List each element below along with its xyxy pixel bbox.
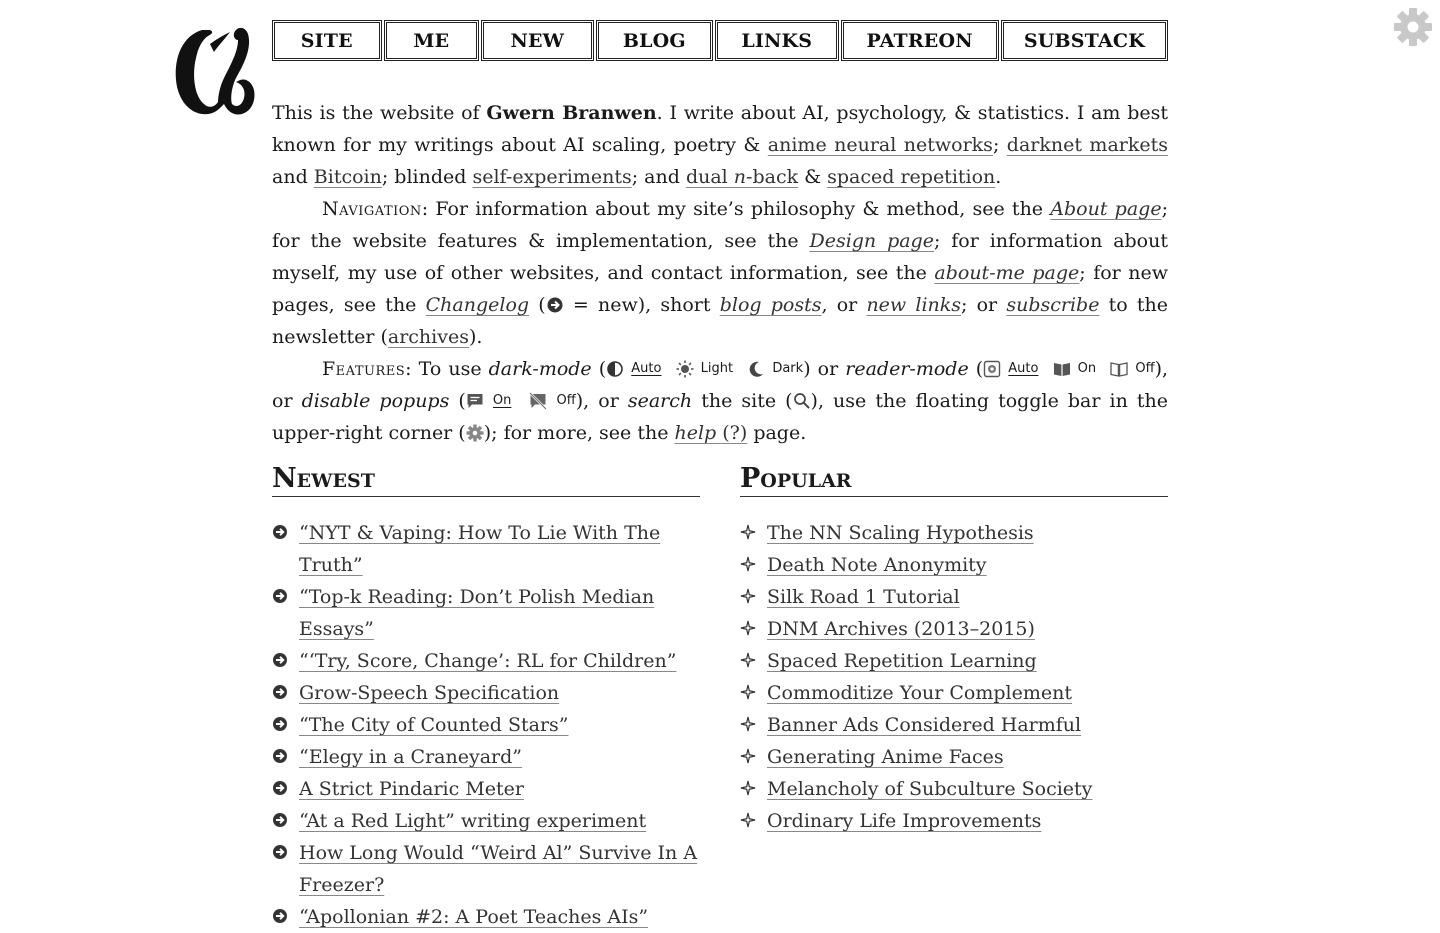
new-arrow-circle-icon [272, 780, 288, 796]
link-text: about-me page [934, 262, 1080, 284]
four-point-star-icon [740, 748, 756, 764]
list-item [740, 549, 1168, 581]
list-item-link[interactable]: Grow-Speech Specification [299, 682, 560, 704]
gear-icon[interactable] [1392, 6, 1434, 48]
four-point-star-icon [740, 620, 756, 636]
list-item [272, 773, 700, 805]
list-item-link[interactable]: Death Note Anonymity [767, 554, 987, 576]
new-arrow-circle-icon [272, 908, 288, 924]
link-anime-neural-networks[interactable]: anime neural networks [767, 134, 993, 156]
list-item [740, 709, 1168, 741]
four-point-star-icon [740, 652, 756, 668]
search-icon [793, 392, 811, 410]
new-arrow-circle-icon [272, 748, 288, 764]
list-item-link[interactable]: Banner Ads Considered Harmful [767, 714, 1082, 736]
newest-list [272, 517, 700, 933]
list-item [740, 517, 1168, 549]
top-navigation [272, 20, 1168, 61]
link-changelog[interactable] [426, 294, 529, 316]
text: ; or [961, 294, 1007, 316]
list-item-link[interactable]: Spaced Repetition Learning [767, 650, 1037, 672]
dark-mode-dark-toggle[interactable]: Dark [772, 361, 804, 376]
four-point-star-icon [740, 716, 756, 732]
list-item-link[interactable]: “‘Try, Score, Change’: RL for Children” [299, 650, 677, 672]
reader-mode-term: reader-mode [845, 358, 969, 380]
new-arrow-circle-icon [272, 716, 288, 732]
new-arrow-circle-icon [272, 812, 288, 828]
four-point-star-icon [740, 684, 756, 700]
text: ( [968, 358, 984, 380]
link-text: Design page [809, 230, 934, 252]
list-item [740, 677, 1168, 709]
link-dual-n-back[interactable] [686, 166, 798, 188]
navigation-label: Navigation [322, 198, 422, 220]
list-item [272, 901, 700, 933]
list-item-link[interactable]: Silk Road 1 Tutorial [767, 586, 960, 608]
text: This is the website of [272, 102, 487, 124]
list-item-link[interactable]: How Long Would “Weird Al” Survive In A Freezer? [299, 842, 698, 896]
text: & [798, 166, 828, 188]
text: ), or [272, 358, 1169, 412]
text: ( [449, 390, 466, 412]
nav-links-button[interactable]: LINKS [715, 20, 838, 61]
list-item [272, 805, 700, 837]
link-text: blog posts [719, 294, 822, 316]
new-arrow-circle-icon [272, 684, 288, 700]
text: ( [529, 294, 546, 316]
link-darknet-markets[interactable]: darknet markets [1006, 134, 1168, 156]
dark-mode-term: dark-mode [488, 358, 592, 380]
link-about-page[interactable] [1050, 198, 1161, 220]
four-point-star-icon [740, 524, 756, 540]
link-about-me-page[interactable] [934, 262, 1079, 284]
link-new-links[interactable] [866, 294, 961, 316]
text: ; and [631, 166, 686, 188]
message-icon [466, 392, 484, 410]
list-item [272, 837, 700, 901]
text: : For information about my site’s philosophy & method, see the [421, 198, 1051, 220]
new-arrow-circle-icon [272, 524, 288, 540]
nav-patreon-button[interactable]: PATREON [841, 20, 999, 61]
link-text: (?) [722, 422, 748, 444]
popular-section [740, 462, 1168, 837]
newest-section [272, 462, 700, 933]
list-item [740, 741, 1168, 773]
text: . I write about AI, psychology, & statistics. I am best known for my writings about AI scaling, poetry & [272, 102, 1168, 156]
link-self-experiments[interactable]: self-experiments [472, 166, 632, 188]
list-item-link[interactable]: Generating Anime Faces [767, 746, 1004, 768]
reader-mode-off-toggle[interactable]: Off [1135, 361, 1155, 376]
four-point-star-icon [740, 588, 756, 604]
link-blog-posts[interactable] [720, 294, 822, 316]
list-item [740, 581, 1168, 613]
text: ). [468, 326, 483, 348]
list-item-link[interactable]: “Elegy in a Craneyard” [299, 746, 523, 768]
list-item [272, 581, 700, 645]
gear-square-icon [983, 360, 1001, 378]
text: . [995, 166, 1002, 188]
text: : To use [405, 358, 489, 380]
disable-popups-term: disable popups [301, 390, 450, 412]
list-item [272, 645, 700, 677]
popups-on-toggle[interactable]: On [492, 393, 512, 408]
new-arrow-circle-icon [272, 844, 288, 860]
text: ; for information about myself, my use of other websites, and contact information, see the [272, 230, 1168, 284]
link-text: Changelog [425, 294, 530, 316]
features-paragraph [272, 353, 1168, 449]
text: , or [821, 294, 867, 316]
text: page. [747, 422, 807, 444]
list-item [272, 517, 700, 581]
text: = new), short [563, 294, 720, 316]
nav-blog-button[interactable]: BLOG [596, 20, 713, 61]
list-item-link[interactable]: Melancholy of Subculture Society [767, 778, 1093, 800]
reader-mode-auto-toggle[interactable]: Auto [1008, 361, 1039, 376]
list-item [740, 613, 1168, 645]
link-subscribe[interactable] [1006, 294, 1099, 316]
new-arrow-circle-icon [272, 588, 288, 604]
list-item [272, 677, 700, 709]
link-text: new links [866, 294, 962, 316]
text: ), or [575, 390, 628, 412]
message-slash-icon [529, 392, 547, 410]
gwern-logo-icon[interactable] [172, 22, 258, 120]
intro-paragraph [272, 97, 1168, 193]
list-item-link[interactable]: “NYT & Vaping: How To Lie With The Truth” [299, 522, 661, 576]
link-text: -back [746, 166, 799, 188]
four-point-star-icon [740, 556, 756, 572]
reader-mode-on-toggle[interactable]: On [1077, 361, 1097, 376]
list-item-link[interactable]: DNM Archives (2013–2015) [767, 618, 1035, 640]
text: to the newsletter ( [272, 294, 1169, 348]
dark-mode-auto-toggle[interactable]: Auto [631, 361, 662, 376]
link-text: About page [1050, 198, 1162, 220]
link-text: help [674, 422, 717, 444]
nav-me-button[interactable]: ME [384, 20, 480, 61]
list-item [740, 773, 1168, 805]
text: ; [992, 134, 1007, 156]
newest-heading: Newest [272, 462, 700, 497]
link-design-page[interactable] [809, 230, 934, 252]
list-item-link[interactable]: “Top-k Reading: Don’t Polish Median Essays” [299, 586, 655, 640]
popups-off-toggle[interactable]: Off [556, 393, 576, 408]
search-term: search [627, 390, 693, 412]
popular-heading: Popular [740, 462, 1168, 497]
list-item-link[interactable]: A Strict Pindaric Meter [299, 778, 524, 800]
list-item-link[interactable]: “Apollonian #2: A Poet Teaches AIs” [299, 906, 649, 928]
link-spaced-repetition[interactable]: spaced repetition [827, 166, 996, 188]
gear-icon [466, 424, 484, 442]
text: and [272, 166, 314, 188]
list-item-link[interactable]: Commoditize Your Complement [767, 682, 1072, 704]
half-circle-icon [606, 360, 624, 378]
list-item-link[interactable]: Ordinary Life Improvements [767, 810, 1042, 832]
popular-list [740, 517, 1168, 837]
link-text: dual [685, 166, 734, 188]
list-item-link[interactable]: The NN Scaling Hypothesis [767, 522, 1034, 544]
text: ); for more, see the [483, 422, 675, 444]
text: ; for the website features & implementation, see the [272, 198, 1168, 252]
book-open-filled-icon [1053, 360, 1071, 378]
intro-text [272, 97, 1168, 449]
four-point-star-icon [740, 812, 756, 828]
text: ( [591, 358, 607, 380]
link-archives[interactable]: archives [387, 326, 469, 348]
text: the site ( [692, 390, 793, 412]
link-bitcoin[interactable]: Bitcoin [313, 166, 382, 188]
author-name: Gwern Branwen [486, 102, 657, 124]
book-open-outline-icon [1110, 360, 1128, 378]
nav-site-button[interactable]: SITE [272, 20, 382, 61]
list-item-link[interactable]: “At a Red Light” writing experiment [299, 810, 647, 832]
list-item [740, 805, 1168, 837]
link-help[interactable] [674, 422, 747, 444]
navigation-paragraph [272, 193, 1168, 353]
text: ), use the floating toggle bar in the upper-right corner ( [272, 390, 1168, 444]
sun-icon [676, 360, 694, 378]
text: ; blinded [381, 166, 473, 188]
text: ; for new pages, see the [272, 262, 1169, 316]
link-text: subscribe [1006, 294, 1100, 316]
nav-substack-button[interactable]: SUBSTACK [1001, 20, 1168, 61]
new-arrow-circle-icon [272, 652, 288, 668]
list-item [272, 741, 700, 773]
text: ) or [803, 358, 846, 380]
features-label: Features [322, 358, 406, 380]
four-point-star-icon [740, 780, 756, 796]
new-arrow-circle-icon [546, 296, 564, 314]
list-item-link[interactable]: “The City of Counted Stars” [299, 714, 569, 736]
list-item [272, 709, 700, 741]
list-item [740, 645, 1168, 677]
dark-mode-light-toggle[interactable]: Light [700, 361, 734, 376]
link-text: n [733, 166, 747, 188]
nav-new-button[interactable]: NEW [481, 20, 594, 61]
moon-icon [747, 360, 765, 378]
